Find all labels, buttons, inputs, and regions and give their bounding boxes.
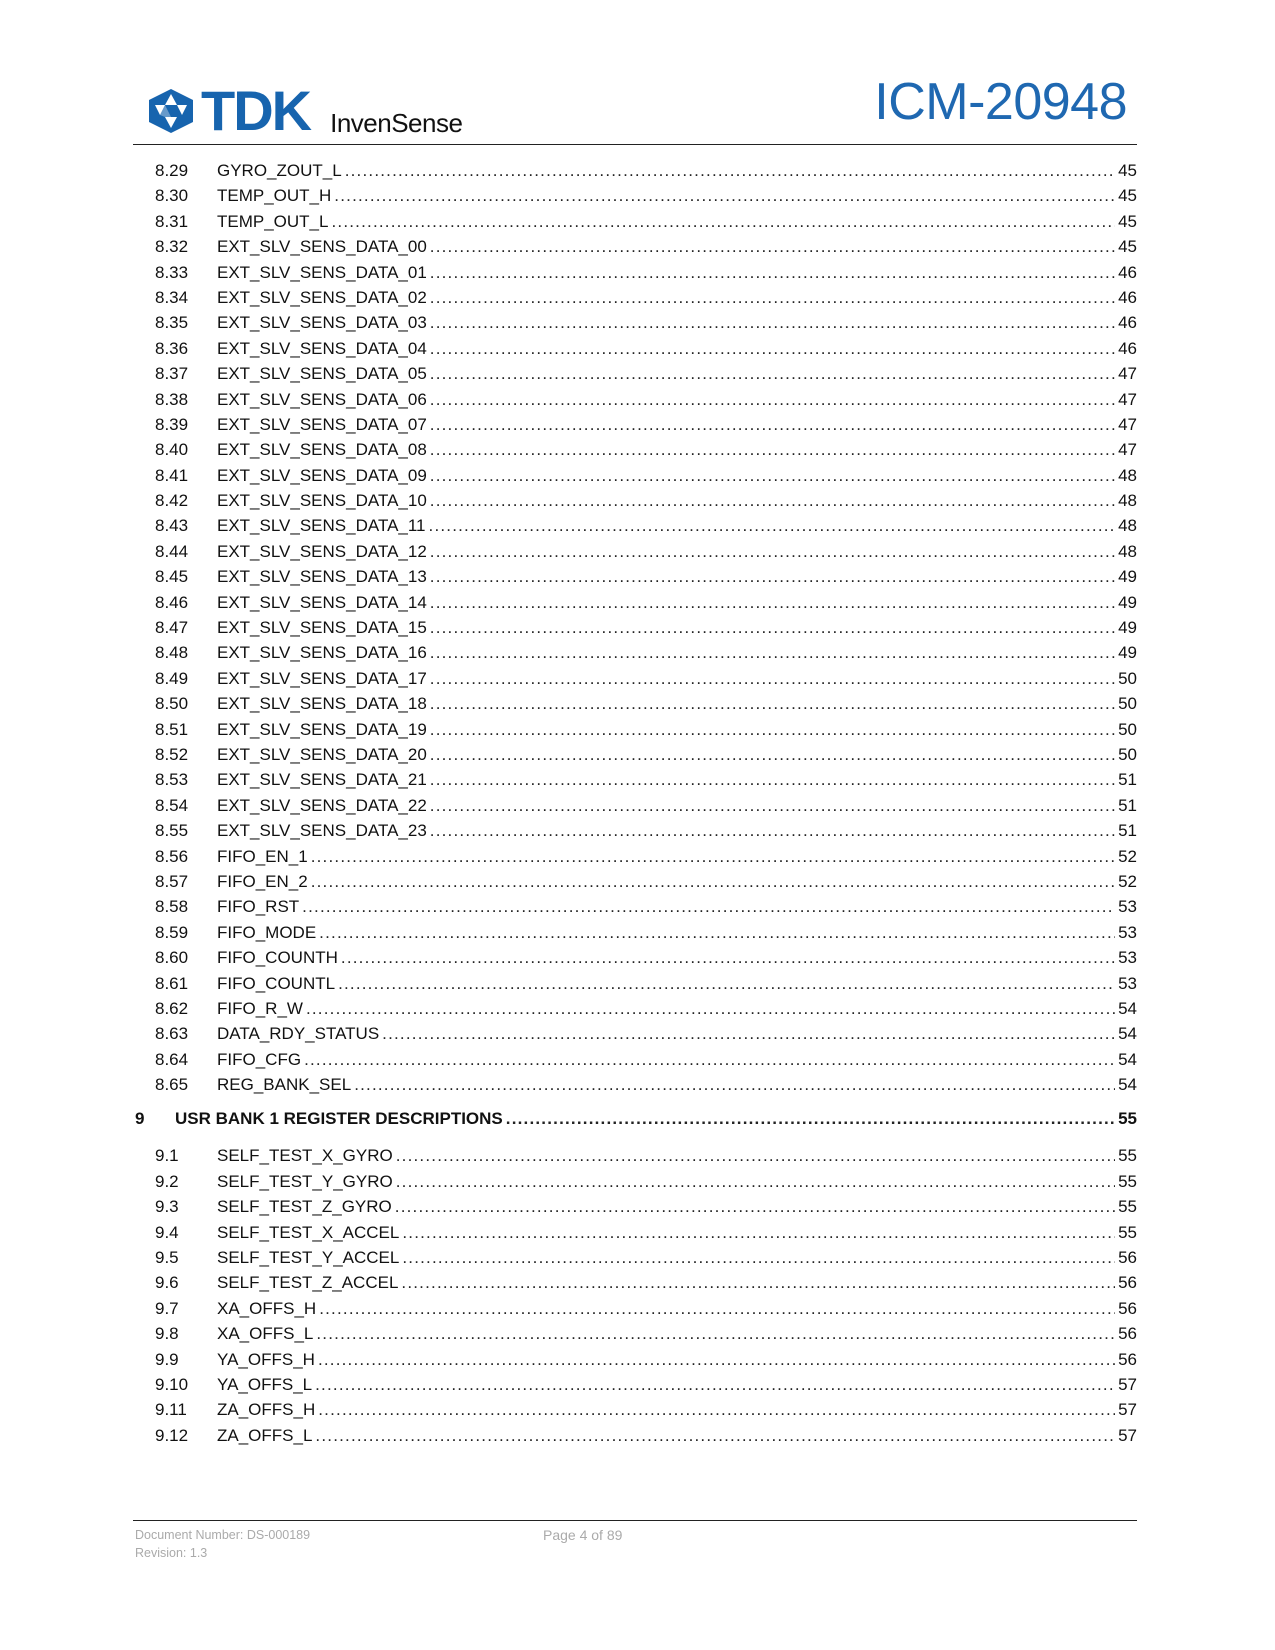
toc-number: 8.44 — [155, 541, 189, 561]
dot-leader — [316, 1324, 1115, 1344]
toc-title[interactable]: GYRO_ZOUT_L — [217, 161, 342, 180]
toc-page[interactable]: 47 — [1118, 364, 1137, 384]
toc-title[interactable]: DATA_RDY_STATUS — [217, 1024, 380, 1044]
toc-entry[interactable] — [133, 923, 1137, 948]
toc-page[interactable]: 52 — [1118, 871, 1137, 891]
toc-title[interactable]: EXT_SLV_SENS_DATA_02 — [217, 287, 427, 307]
dot-leader — [430, 618, 1115, 638]
toc-entry[interactable] — [133, 669, 1137, 694]
toc-page[interactable]: 50 — [1118, 744, 1137, 764]
toc-entry[interactable] — [133, 415, 1137, 440]
toc-title[interactable]: USR BANK 1 REGISTER DESCRIPTIONS — [175, 1109, 503, 1129]
toc-entry[interactable] — [133, 339, 1137, 364]
dot-leader — [302, 897, 1115, 917]
toc-number: 8.39 — [155, 414, 189, 434]
toc-title[interactable]: SELF_TEST_Z_ACCEL — [217, 1273, 399, 1293]
toc-page[interactable]: 53 — [1118, 948, 1137, 968]
toc-title[interactable]: XA_OFFS_L — [217, 1324, 314, 1344]
document-number: Document Number: DS-000189 — [135, 1528, 311, 1542]
toc-number: 8.56 — [155, 846, 189, 866]
table-of-contents — [133, 161, 1137, 1451]
toc-page[interactable]: 50 — [1118, 694, 1137, 714]
toc-page[interactable]: 49 — [1118, 618, 1137, 638]
dot-leader — [430, 669, 1115, 689]
toc-entry[interactable] — [133, 948, 1137, 973]
dot-leader — [402, 1223, 1115, 1243]
toc-entry[interactable] — [133, 643, 1137, 668]
toc-page[interactable]: 51 — [1118, 770, 1137, 790]
toc-entry[interactable] — [133, 364, 1137, 389]
toc-entry[interactable] — [133, 440, 1137, 465]
revision: Revision: 1.3 — [135, 1546, 208, 1560]
toc-page[interactable]: 53 — [1118, 897, 1137, 917]
toc-number: 8.47 — [155, 618, 189, 638]
toc-number: 8.52 — [155, 744, 189, 764]
dot-leader — [430, 288, 1115, 308]
toc-number: 8.48 — [155, 643, 189, 663]
toc-title[interactable]: EXT_SLV_SENS_DATA_15 — [217, 618, 427, 638]
toc-number: 8.54 — [155, 795, 189, 815]
dot-leader — [341, 948, 1115, 968]
dot-leader — [354, 1075, 1115, 1095]
toc-title[interactable]: EXT_SLV_SENS_DATA_11 — [217, 516, 426, 536]
toc-title[interactable]: YA_OFFS_H — [217, 1349, 315, 1369]
toc-title[interactable]: EXT_SLV_SENS_DATA_07 — [217, 414, 427, 434]
dot-leader — [430, 593, 1115, 613]
toc-page[interactable]: 51 — [1118, 821, 1137, 841]
toc-title[interactable]: XA_OFFS_H — [217, 1298, 317, 1318]
dot-leader — [430, 694, 1115, 714]
toc-page[interactable]: 48 — [1118, 465, 1137, 485]
toc-number: 8.63 — [155, 1024, 189, 1044]
toc-entry[interactable] — [133, 1197, 1137, 1222]
dot-leader — [311, 872, 1115, 892]
toc-number: 8.59 — [155, 922, 189, 942]
toc-page[interactable]: 49 — [1118, 643, 1137, 663]
toc-title[interactable]: FIFO_COUNTH — [217, 948, 338, 968]
toc-number: 8.33 — [155, 262, 189, 282]
toc-number: 8.41 — [155, 465, 189, 485]
toc-entry[interactable] — [133, 745, 1137, 770]
toc-entry[interactable] — [133, 1050, 1137, 1075]
toc-page[interactable]: 45 — [1118, 211, 1137, 231]
dot-leader — [430, 491, 1115, 511]
toc-page[interactable]: 47 — [1118, 414, 1137, 434]
toc-number: 8.34 — [155, 287, 189, 307]
toc-entry[interactable] — [133, 466, 1137, 491]
toc-page[interactable]: 46 — [1118, 287, 1137, 307]
toc-entry[interactable] — [133, 999, 1137, 1024]
toc-page[interactable]: 55 — [1118, 1109, 1137, 1129]
dot-leader — [430, 821, 1115, 841]
toc-entry[interactable] — [133, 720, 1137, 745]
toc-page[interactable]: 50 — [1118, 668, 1137, 688]
toc-number: 8.43 — [155, 516, 189, 536]
toc-title[interactable]: EXT_SLV_SENS_DATA_20 — [217, 744, 427, 764]
toc-number: 9.4 — [155, 1222, 179, 1242]
toc-title[interactable]: EXT_SLV_SENS_DATA_19 — [217, 719, 427, 739]
toc-number: 9.1 — [155, 1146, 179, 1166]
toc-number: 9.3 — [155, 1197, 179, 1217]
toc-entry[interactable] — [133, 263, 1137, 288]
dot-leader — [401, 1273, 1115, 1293]
dot-leader — [430, 364, 1115, 384]
toc-title[interactable]: EXT_SLV_SENS_DATA_01 — [217, 262, 427, 282]
dot-leader — [402, 1248, 1115, 1268]
toc-title[interactable]: FIFO_EN_2 — [217, 871, 308, 891]
dot-leader — [315, 1426, 1115, 1446]
toc-page[interactable]: 57 — [1118, 1374, 1137, 1394]
toc-page[interactable]: 56 — [1118, 1324, 1137, 1344]
toc-title[interactable]: FIFO_R_W — [217, 998, 303, 1018]
toc-page[interactable]: 55 — [1118, 1222, 1137, 1242]
toc-entry[interactable] — [133, 1400, 1137, 1425]
toc-entry[interactable] — [133, 516, 1137, 541]
dot-leader — [430, 567, 1115, 587]
toc-entry[interactable] — [133, 1223, 1137, 1248]
toc-number: 9.11 — [155, 1400, 187, 1420]
toc-title[interactable]: SELF_TEST_X_ACCEL — [217, 1222, 400, 1242]
toc-number: 8.53 — [155, 770, 189, 790]
toc-entry[interactable] — [133, 390, 1137, 415]
toc-page[interactable]: 48 — [1118, 516, 1137, 536]
toc-page[interactable]: 47 — [1118, 440, 1137, 460]
toc-page[interactable]: 55 — [1118, 1146, 1137, 1166]
page-number: Page 4 of 89 — [543, 1527, 623, 1543]
toc-page[interactable]: 46 — [1118, 262, 1137, 282]
tdk-hexagon-logo-icon — [147, 88, 195, 134]
toc-number: 8.45 — [155, 567, 189, 587]
dot-leader — [396, 1146, 1115, 1166]
toc-page[interactable]: 56 — [1118, 1248, 1137, 1268]
toc-title[interactable]: EXT_SLV_SENS_DATA_10 — [217, 491, 427, 511]
brand-name: TDK — [201, 79, 311, 142]
dot-leader — [430, 390, 1115, 410]
toc-title[interactable]: SELF_TEST_Y_GYRO — [217, 1171, 393, 1191]
tdk-invensense-logo — [147, 79, 463, 142]
toc-title[interactable]: FIFO_CFG — [217, 1049, 302, 1069]
dot-leader — [429, 516, 1116, 536]
toc-page[interactable]: 54 — [1118, 998, 1137, 1018]
toc-title[interactable]: FIFO_RST — [217, 897, 300, 917]
toc-entry[interactable] — [133, 770, 1137, 795]
toc-title[interactable]: ZA_OFFS_H — [217, 1400, 316, 1420]
toc-number: 9.10 — [155, 1374, 189, 1394]
toc-page[interactable]: 45 — [1118, 237, 1137, 257]
toc-page[interactable]: 57 — [1118, 1425, 1137, 1445]
toc-number: 8.30 — [155, 186, 189, 206]
toc-title[interactable]: ZA_OFFS_L — [217, 1425, 313, 1445]
toc-page[interactable]: 45 — [1118, 186, 1137, 206]
product-title: ICM-20948 — [874, 73, 1127, 131]
toc-title[interactable]: EXT_SLV_SENS_DATA_23 — [217, 821, 427, 841]
toc-number: 8.32 — [155, 237, 189, 257]
toc-entry[interactable] — [133, 313, 1137, 338]
toc-entry[interactable] — [133, 542, 1137, 567]
toc-entry[interactable] — [133, 821, 1137, 846]
toc-number: 9.2 — [155, 1171, 179, 1191]
toc-page[interactable]: 56 — [1118, 1349, 1137, 1369]
toc-title[interactable]: EXT_SLV_SENS_DATA_18 — [217, 694, 427, 714]
toc-number: 9 — [135, 1109, 145, 1129]
toc-number: 9.7 — [155, 1298, 179, 1318]
dot-leader — [430, 770, 1115, 790]
toc-title[interactable]: EXT_SLV_SENS_DATA_00 — [217, 237, 427, 257]
dot-leader — [430, 643, 1115, 663]
toc-entry[interactable] — [133, 974, 1137, 999]
toc-entry[interactable] — [133, 847, 1137, 872]
toc-page[interactable]: 53 — [1118, 973, 1137, 993]
dot-leader — [395, 1197, 1115, 1217]
toc-title[interactable]: SELF_TEST_Z_GYRO — [217, 1197, 392, 1217]
toc-title[interactable]: EXT_SLV_SENS_DATA_09 — [217, 465, 427, 485]
toc-entry[interactable] — [133, 872, 1137, 897]
toc-page[interactable]: 49 — [1118, 592, 1137, 612]
toc-number: 8.58 — [155, 897, 189, 917]
dot-leader — [430, 796, 1115, 816]
toc-section-entry[interactable] — [133, 1109, 1137, 1137]
toc-entry[interactable] — [133, 1146, 1137, 1171]
toc-page[interactable]: 54 — [1118, 1024, 1137, 1044]
dot-leader — [430, 415, 1115, 435]
toc-page[interactable]: 52 — [1118, 846, 1137, 866]
dot-leader — [315, 1375, 1115, 1395]
toc-number: 8.57 — [155, 871, 189, 891]
page-header — [133, 73, 1137, 145]
toc-page[interactable]: 55 — [1118, 1197, 1137, 1217]
dot-leader — [506, 1109, 1115, 1129]
dot-leader — [319, 923, 1115, 943]
dot-leader — [430, 237, 1115, 257]
toc-entry[interactable] — [133, 897, 1137, 922]
toc-page[interactable]: 47 — [1118, 389, 1137, 409]
toc-entry[interactable] — [133, 694, 1137, 719]
toc-page[interactable]: 55 — [1118, 1171, 1137, 1191]
toc-number: 9.8 — [155, 1324, 179, 1344]
toc-title[interactable]: REG_BANK_SEL — [217, 1075, 352, 1095]
toc-number: 8.31 — [155, 211, 189, 231]
toc-title[interactable]: EXT_SLV_SENS_DATA_06 — [217, 389, 427, 409]
toc-entry[interactable] — [133, 1350, 1137, 1375]
dot-leader — [430, 745, 1115, 765]
toc-page[interactable]: 48 — [1118, 541, 1137, 561]
toc-entry[interactable] — [133, 1324, 1137, 1349]
toc-number: 8.62 — [155, 998, 189, 1018]
toc-entry[interactable] — [133, 288, 1137, 313]
toc-title[interactable]: YA_OFFS_L — [217, 1374, 313, 1394]
dot-leader — [430, 466, 1115, 486]
dot-leader — [430, 263, 1115, 283]
toc-title[interactable]: EXT_SLV_SENS_DATA_17 — [217, 668, 427, 688]
toc-entry[interactable] — [133, 186, 1137, 211]
dot-leader — [430, 339, 1115, 359]
dot-leader — [430, 720, 1115, 740]
toc-number: 9.6 — [155, 1273, 179, 1293]
toc-entry[interactable] — [133, 1273, 1137, 1298]
toc-number: 8.65 — [155, 1075, 189, 1095]
dot-leader — [382, 1024, 1115, 1044]
toc-entry[interactable] — [133, 1299, 1137, 1324]
dot-leader — [331, 212, 1115, 232]
dot-leader — [338, 974, 1115, 994]
brand-subname: InvenSense — [330, 108, 463, 138]
toc-title[interactable]: EXT_SLV_SENS_DATA_14 — [217, 592, 427, 612]
toc-title[interactable]: EXT_SLV_SENS_DATA_16 — [217, 643, 427, 663]
toc-number: 8.36 — [155, 338, 189, 358]
toc-page[interactable]: 45 — [1118, 161, 1137, 180]
dot-leader — [311, 847, 1115, 867]
toc-title[interactable]: EXT_SLV_SENS_DATA_03 — [217, 313, 427, 333]
toc-page[interactable]: 51 — [1118, 795, 1137, 815]
toc-page[interactable]: 49 — [1118, 567, 1137, 587]
toc-title[interactable]: FIFO_COUNTL — [217, 973, 336, 993]
toc-page[interactable]: 53 — [1118, 922, 1137, 942]
toc-number: 8.42 — [155, 491, 189, 511]
toc-number: 8.50 — [155, 694, 189, 714]
dot-leader — [306, 999, 1115, 1019]
toc-entry[interactable] — [133, 1426, 1137, 1451]
toc-number: 8.64 — [155, 1049, 189, 1069]
toc-number: 8.35 — [155, 313, 189, 333]
toc-page[interactable]: 56 — [1118, 1298, 1137, 1318]
dot-leader — [430, 440, 1115, 460]
toc-title[interactable]: EXT_SLV_SENS_DATA_21 — [217, 770, 427, 790]
toc-page[interactable]: 54 — [1118, 1049, 1137, 1069]
toc-title[interactable]: FIFO_MODE — [217, 922, 317, 942]
toc-number: 8.40 — [155, 440, 189, 460]
toc-entry[interactable] — [133, 491, 1137, 516]
toc-entry[interactable] — [133, 618, 1137, 643]
dot-leader — [318, 1400, 1115, 1420]
dot-leader — [430, 313, 1115, 333]
toc-page[interactable]: 54 — [1118, 1075, 1137, 1095]
toc-number: 8.29 — [155, 161, 189, 180]
dot-leader — [319, 1299, 1115, 1319]
toc-number: 8.60 — [155, 948, 189, 968]
toc-number: 8.55 — [155, 821, 189, 841]
toc-title[interactable]: TEMP_OUT_L — [217, 211, 329, 231]
toc-number: 8.49 — [155, 668, 189, 688]
toc-entry[interactable] — [133, 567, 1137, 592]
toc-title[interactable]: TEMP_OUT_H — [217, 186, 332, 206]
toc-number: 8.37 — [155, 364, 189, 384]
dot-leader — [304, 1050, 1115, 1070]
toc-title[interactable]: EXT_SLV_SENS_DATA_12 — [217, 541, 427, 561]
dot-leader — [334, 186, 1115, 206]
toc-number: 9.5 — [155, 1248, 179, 1268]
toc-number: 9.12 — [155, 1425, 189, 1445]
toc-number: 8.38 — [155, 389, 189, 409]
toc-title[interactable]: EXT_SLV_SENS_DATA_13 — [217, 567, 427, 587]
toc-page[interactable]: 56 — [1118, 1273, 1137, 1293]
toc-entry[interactable] — [133, 796, 1137, 821]
toc-title[interactable]: SELF_TEST_X_GYRO — [217, 1146, 393, 1166]
toc-entry[interactable] — [133, 593, 1137, 618]
toc-number: 8.46 — [155, 592, 189, 612]
toc-title[interactable]: EXT_SLV_SENS_DATA_04 — [217, 338, 427, 358]
toc-number: 8.61 — [155, 973, 189, 993]
toc-entry[interactable] — [133, 161, 1137, 186]
dot-leader — [430, 542, 1115, 562]
toc-title[interactable]: EXT_SLV_SENS_DATA_08 — [217, 440, 427, 460]
toc-entry[interactable] — [133, 1075, 1137, 1100]
dot-leader — [318, 1350, 1115, 1370]
toc-title[interactable]: SELF_TEST_Y_ACCEL — [217, 1248, 400, 1268]
toc-page[interactable]: 57 — [1118, 1400, 1137, 1420]
toc-entry[interactable] — [133, 1024, 1137, 1049]
toc-entry[interactable] — [133, 1172, 1137, 1197]
toc-number: 9.9 — [155, 1349, 179, 1369]
toc-title[interactable]: EXT_SLV_SENS_DATA_05 — [217, 364, 427, 384]
toc-entry[interactable] — [133, 1248, 1137, 1273]
dot-leader — [396, 1172, 1115, 1192]
toc-entry[interactable] — [133, 212, 1137, 237]
toc-entry[interactable] — [133, 237, 1137, 262]
toc-title[interactable]: EXT_SLV_SENS_DATA_22 — [217, 795, 427, 815]
toc-page[interactable]: 48 — [1118, 491, 1137, 511]
toc-page[interactable]: 46 — [1118, 313, 1137, 333]
page-footer — [133, 1520, 1137, 1560]
toc-page[interactable]: 46 — [1118, 338, 1137, 358]
dot-leader — [345, 161, 1115, 181]
toc-number: 8.51 — [155, 719, 189, 739]
toc-entry[interactable] — [133, 1375, 1137, 1400]
toc-title[interactable]: FIFO_EN_1 — [217, 846, 308, 866]
toc-page[interactable]: 50 — [1118, 719, 1137, 739]
